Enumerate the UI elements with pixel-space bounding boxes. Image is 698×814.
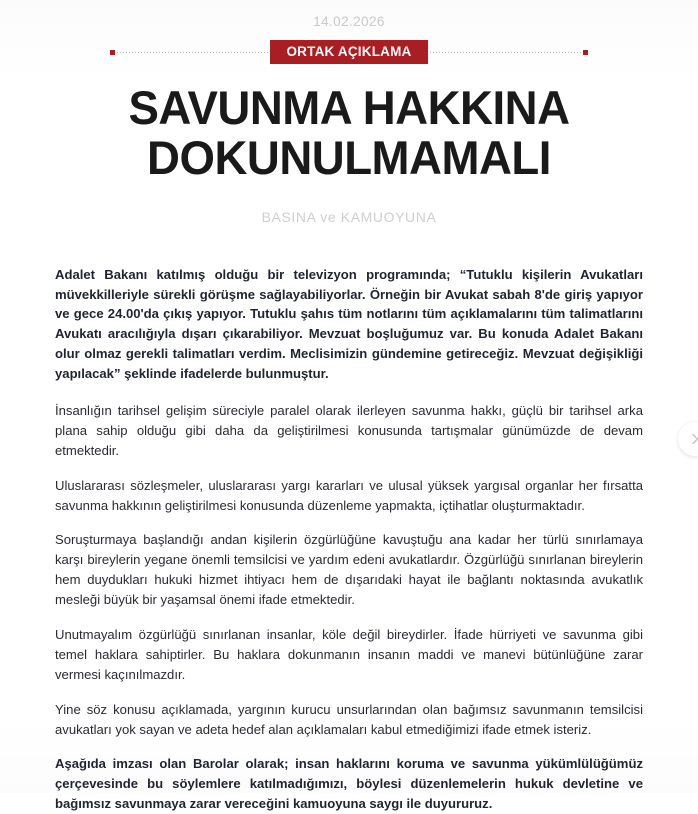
chevron-right-icon bbox=[689, 433, 698, 445]
paragraph: İnsanlığın tarihsel gelişim süreciyle paralel olarak ilerleyen savunma hakkı, güçlü bir tarihsel arka plana sahip olduğu gibi daha da geliştirilmesi konusunda tartışmalar günümüzde de devam etmektedir. bbox=[55, 402, 643, 458]
dotted-rule-left bbox=[110, 51, 280, 54]
page-title bbox=[77, 83, 620, 183]
publication-date: 14.02.2026 bbox=[313, 14, 385, 29]
paragraph: Yine söz konusu açıklamada, yargının kurucu unsurlarından olan bağımsız savunmanın temsilcisi avukatları yok sayan ve adeta hedef alan açıklamaları kabul etmediğimizi ifade etmek isteriz. bbox=[55, 701, 643, 737]
paragraph: Adalet Bakanı katılmış olduğu bir televizyon programında; “Tutuklu kişilerin Avukatları müvekkilleriyle sürekli görüşme sağlayabiliyorlar. Örneğin bir Avukat sabah 8'de giriş yapıyor ve gece 24.00'da çıkış yapıyor. Tutuklu şahıs tüm notlarını tüm açıklamalarını tüm talimatlarını Avukatı aracılığıyla dışarı çıkarabiliyor. Mevzuat boşluğumuz var. Bu konuda Adalet Bakanı olur olmaz gerekli talimatları verdim. Meclisimizin gündemine getireceğiz. Mevzuat değişikliği yapılacak” şeklinde ifadelerde bulunmuştur. bbox=[55, 266, 643, 382]
statement-type-badge: ORTAK AÇIKLAMA bbox=[270, 40, 427, 65]
subtitle: BASINA ve KAMUOYUNA bbox=[261, 208, 437, 225]
rule-cap-right-icon bbox=[583, 50, 588, 55]
paragraph: Unutmayalım özgürlüğü sınırlanan insanlar, köle değil bireydirler. İfade hürriyeti ve savunma gibi temel haklara sahiptirler. Bu haklara dokunmanın insanın maddi ve manevi bütünlüğüne zarar vermesi kaçınılmazdır. bbox=[55, 626, 643, 682]
statement-body bbox=[0, 265, 698, 814]
rule-cap-left-icon bbox=[110, 50, 115, 55]
paragraph: Aşağıda imzası olan Barolar olarak; insan haklarını koruma ve savunma yükümlülüğümüz çerçevesinde bu söylemlere katılmadığımızı, böylesi düzenlemelerin hukuk devletine ve bağımsız savunmaya zarar vereceğini kamuoyuna saygı ile duyururuz. bbox=[55, 756, 643, 812]
rule-dots-right bbox=[418, 52, 581, 53]
badge-row bbox=[0, 39, 698, 65]
paragraph: Soruşturmaya başlandığı andan kişilerin özgürlüğüne kavuştuğu ana kadar her türlü sınırlamaya karşı bireylerin yegane önemli temsilcisi ve yardım edeni avukatlardır. Özgürlüğü sınırlanan bireylerin hem duydukları hukuki hizmet ihtiyacı hem de dışarıdaki hayat ile bağlantı noktasında avukatlık mesleği büyük bir yaşamsal önemi ifade etmektedir. bbox=[55, 532, 643, 608]
headline-line-2: DOKUNULMAMALI bbox=[147, 130, 551, 184]
headline-line-1: SAVUNMA HAKKINA bbox=[128, 81, 570, 134]
paragraph: Uluslararası sözleşmeler, uluslararası yargı kararları ve ulusal yüksek yargısal organlar her fırsatta savunma hakkının geliştirilmesi konusunda düzenleme yapmakta, içtihatlar oluşturmaktadır. bbox=[55, 477, 643, 513]
rule-dots-left bbox=[117, 52, 280, 53]
dotted-rule-right bbox=[418, 51, 588, 54]
